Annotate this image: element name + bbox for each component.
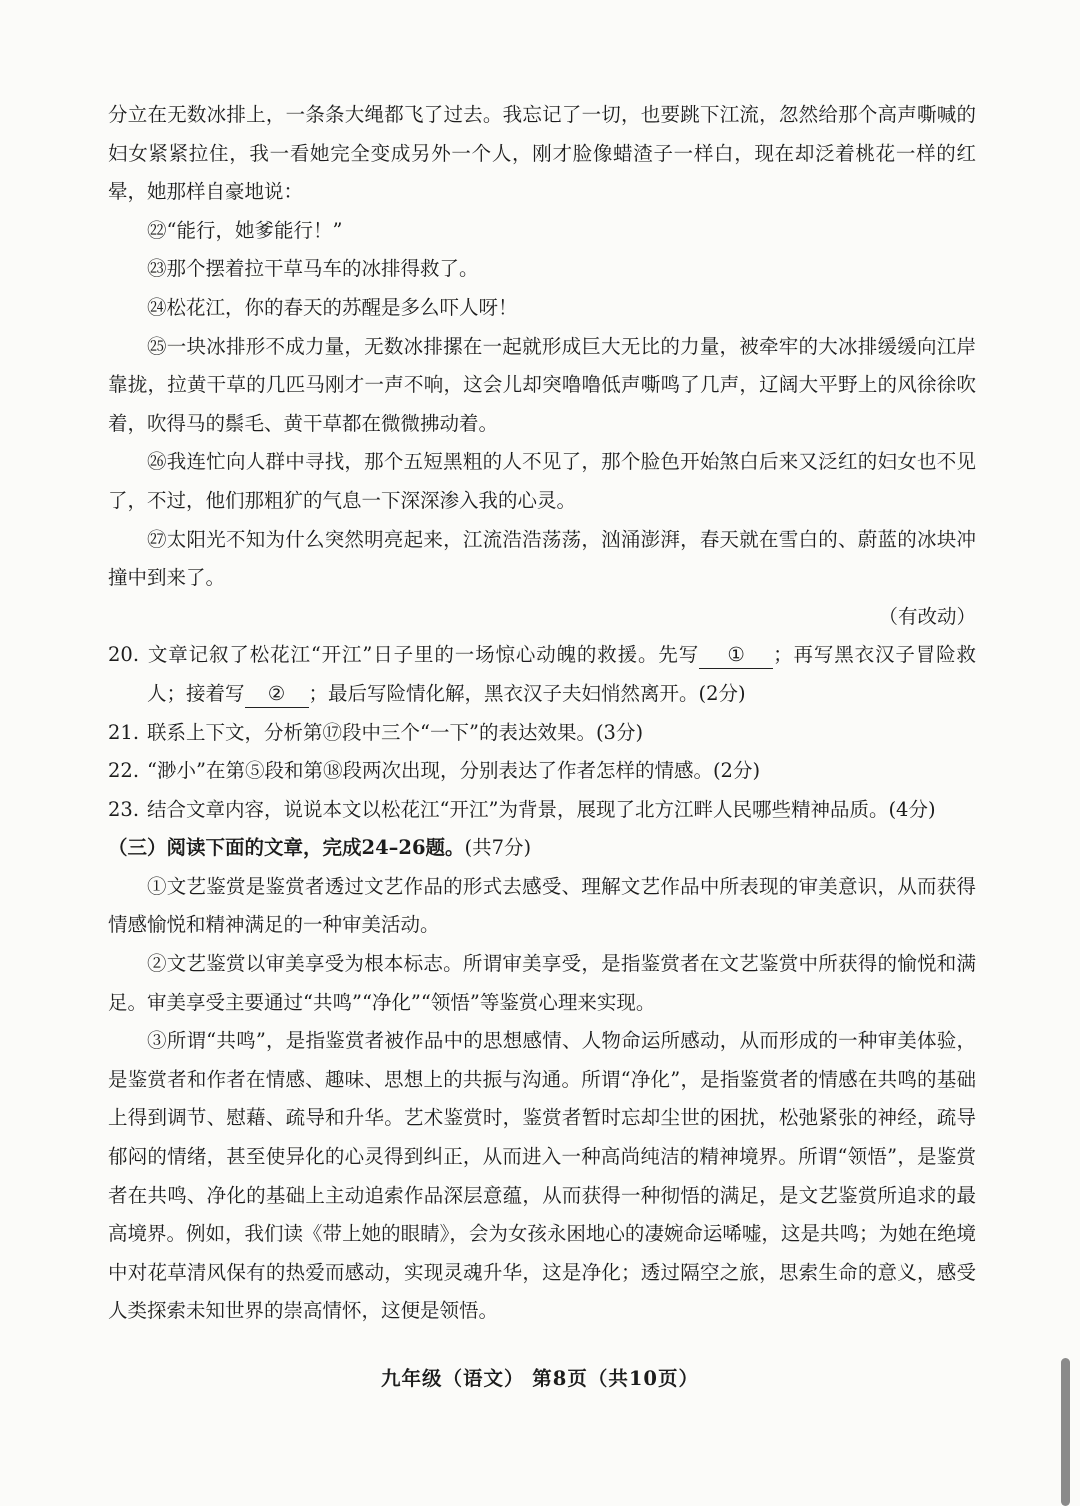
question-20: [108, 636, 976, 713]
passage-paragraph: ㉒“能行，她爹能行！”: [147, 218, 343, 242]
page-footer: 九年级（语文） 第8页（共10页）: [381, 1367, 699, 1390]
scrollbar-thumb[interactable]: [1061, 1358, 1070, 1506]
question-text: ；最后写险情化解，黑衣汉子夫妇悄然离开。(2分): [308, 681, 746, 705]
passage-paragraph: ㉕一块冰排形不成力量，无数冰排摞在一起就形成巨大无比的力量，被牵牢的大冰排缓缓向江岸靠拢，拉黄干草的几匹马刚才一声不响，这会儿却突噜噜低声嘶鸣了几声，辽阔大平野上的风徐徐吹着，吹得马的鬃毛、黄干草都在微微拂动着。: [108, 334, 976, 435]
section-title: （三）阅读下面的文章，完成24–26题。: [108, 836, 465, 860]
question-text: 文章记叙了松花江“开江”日子里的一场惊心动魄的救援。先写: [147, 643, 700, 667]
question-text: 结合文章内容，说说本文以松花江“开江”为背景，展现了北方江畔人民哪些精神品质。(4分): [147, 797, 936, 821]
article-paragraph: ③所谓“共鸣”，是指鉴赏者被作品中的思想感情、人物命运所感动，从而形成的一种审美体验，是鉴赏者和作者在情感、趣味、思想上的共振与沟通。所谓“净化”，是指鉴赏者的情感在共鸣的基础上得到调节、慰藉、疏导和升华。艺术鉴赏时，鉴赏者暂时忘却尘世的困扰，松弛紧张的神经，疏导郁闷的情绪，甚至使异化的心灵得到纠正，从而进入一种高尚纯洁的精神境界。所谓“领悟”，是鉴赏者在共鸣、净化的基础上主动追索作品深层意蕴，从而获得一种彻悟的满足，是文艺鉴赏所追求的最高境界。例如，我们读《带上她的眼睛》，会为女孩永困地心的凄婉命运唏嘘，这是共鸣；为她在绝境中对花草清风保有的热爱而感动，实现灵魂升华，这是净化；透过隔空之旅，思索生命的意义，感受人类探索未知世界的崇高情怀，这便是领悟。: [108, 1029, 976, 1323]
answer-blank-1: ①: [699, 642, 773, 669]
question-number: 23.: [108, 797, 140, 821]
passage-paragraph: ㉖我连忙向人群中寻找，那个五短黑粗的人不见了，那个脸色开始煞白后来又泛红的妇女也不见了，不过，他们那粗犷的气息一下深深渗入我的心灵。: [108, 450, 976, 512]
question-22: [108, 752, 976, 791]
answer-blank-2: ②: [245, 681, 309, 708]
question-number: 20.: [108, 643, 140, 667]
passage-paragraph: ㉗太阳光不知为什么突然明亮起来，江流浩浩荡荡，汹涌澎湃，春天就在雪白的、蔚蓝的冰块冲撞中到来了。: [108, 527, 976, 590]
adaptation-note: （有改动）: [878, 604, 976, 628]
question-number: 22.: [108, 759, 140, 783]
section-score: (共7分): [464, 836, 532, 860]
passage-paragraph: ㉔松花江，你的春天的苏醒是多么吓人呀！: [147, 295, 518, 319]
question-text: ；再写黑衣汉子冒险救人；接着写: [147, 643, 976, 705]
page-content: [108, 96, 976, 1331]
question-text: “渺小”在第⑤段和第⑱段两次出现，分别表达了作者怎样的情感。(2分): [147, 759, 761, 783]
passage-paragraph: 分立在无数冰排上，一条条大绳都飞了过去。我忘记了一切，也要跳下江流，忽然给那个高声嘶喊的妇女紧紧拉住，我一看她完全变成另外一个人，刚才脸像蜡渣子一样白，现在却泛着桃花一样的红晕，她那样自豪地说：: [108, 103, 976, 204]
question-text: 联系上下文，分析第⑰段中三个“一下”的表达效果。(3分): [147, 720, 644, 744]
section-heading: [108, 829, 976, 868]
question-21: [108, 714, 976, 753]
passage-paragraph: ㉓那个摆着拉干草马车的冰排得救了。: [147, 257, 479, 281]
question-23: [108, 791, 976, 830]
question-number: 21.: [108, 720, 140, 744]
article-paragraph: ①文艺鉴赏是鉴赏者透过文艺作品的形式去感受、理解文艺作品中所表现的审美意识，从而获得情感愉悦和精神满足的一种审美活动。: [108, 874, 976, 937]
article-paragraph: ②文艺鉴赏以审美享受为根本标志。所谓审美享受，是指鉴赏者在文艺鉴赏中所获得的愉悦和满足。审美享受主要通过“共鸣”“净化”“领悟”等鉴赏心理来实现。: [108, 952, 976, 1014]
